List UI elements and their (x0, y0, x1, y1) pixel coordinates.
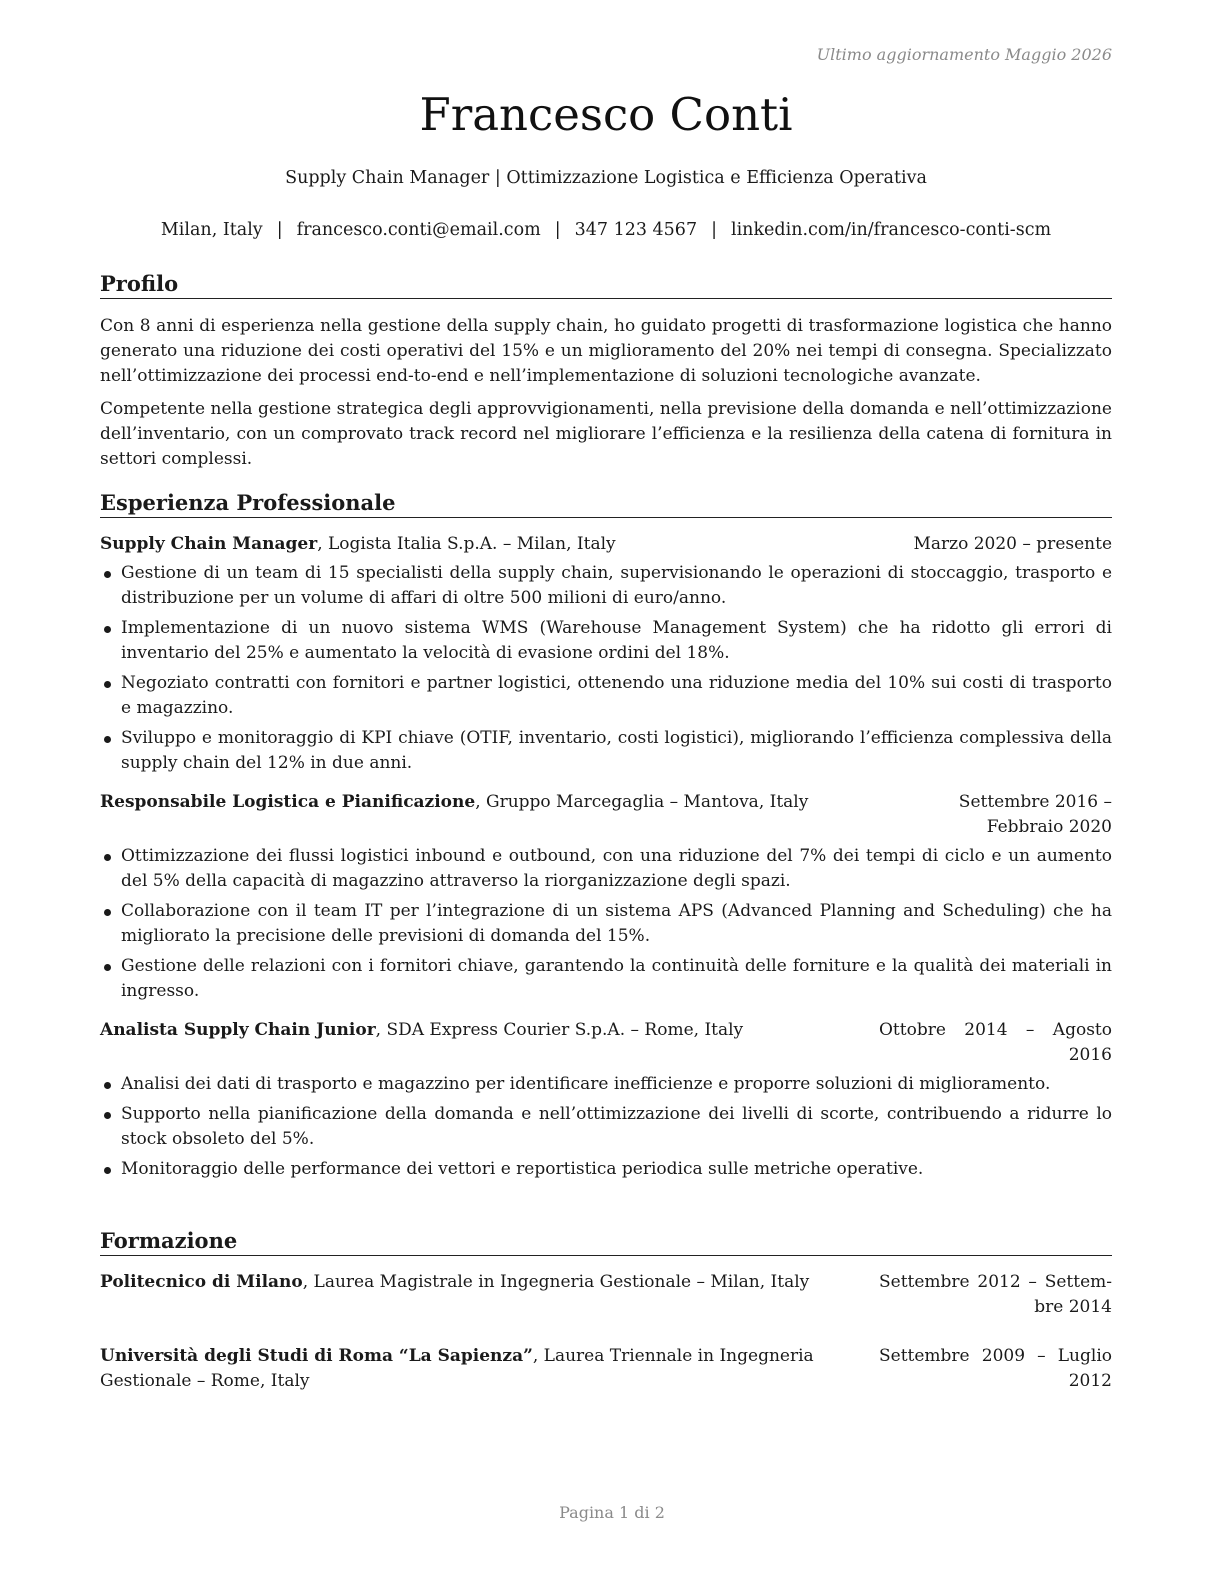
job-bullet: Monitoraggio delle performance dei vettori e reportistica periodica sulle metriche operative. (100, 1157, 1112, 1182)
job-role: Analista Supply Chain Junior (100, 1020, 376, 1040)
profile-paragraph: Con 8 anni di esperienza nella gestione della supply chain, ho guidato progetti di trasformazione logistica che hanno generato una riduzione dei costi operativi del 15% e un miglioramento del 20% nei tempi di consegna. Specializzato nell’ottimizzazione dei processi end-to-end e nell’implementazione di soluzioni tecnologiche avanzate. (100, 316, 1112, 386)
profile-section (100, 270, 1112, 472)
job-bullet: Gestione delle relazioni con i fornitori chiave, garantendo la continuità delle forniture e la qualità dei materiali in ingresso. (100, 954, 1112, 1004)
contact-separator: | (276, 220, 283, 240)
job-header (100, 790, 1112, 840)
education-school: Politecnico di Milano (100, 1272, 303, 1292)
section-title-education: Formazione (100, 1227, 1112, 1256)
job-bullets (100, 1072, 1112, 1182)
education-header (100, 1344, 1112, 1394)
section-title-profile: Profilo (100, 270, 1112, 299)
job-role: Supply Chain Manager (100, 534, 318, 554)
last-updated-note: Ultimo aggiornamento Maggio 2026 (816, 45, 1112, 64)
education-school: Università degli Studi di Roma “La Sapienza” (100, 1346, 533, 1366)
job-dates: Ottobre 2014 – Agosto 2016 (879, 1020, 1112, 1065)
contact-separator: | (711, 220, 717, 240)
education-dates: Settembre 2012 – Settem-bre 2014 (879, 1272, 1112, 1317)
contact-email[interactable]: francesco.conti@email.com (296, 220, 541, 240)
job-company: , SDA Express Courier S.p.A. – Rome, Italy (375, 1020, 744, 1040)
job-dates: Settembre 2016 – Febbraio 2020 (958, 792, 1112, 837)
contact-location: Milan, Italy (160, 220, 263, 240)
tagline: Supply Chain Manager | Ottimizzazione Logistica e Efficienza Operativa (285, 168, 927, 188)
job-company: , Gruppo Marcegaglia – Mantova, Italy (475, 792, 809, 812)
job-bullet: Ottimizzazione dei flussi logistici inbound e outbound, con una riduzione del 7% dei tempi di ciclo e un aumento del 5% della capacità di magazzino attraverso la riorganizzazione degli spazi. (100, 844, 1112, 894)
candidate-name: Francesco Conti (419, 88, 793, 141)
job-entry (100, 790, 1112, 1004)
job-header (100, 1018, 1112, 1068)
job-bullets (100, 561, 1112, 776)
job-entry (100, 532, 1112, 776)
education-entry (100, 1270, 1112, 1320)
job-bullet: Gestione di un team di 15 specialisti della supply chain, supervisionando le operazioni di stoccaggio, trasporto e distribuzione per un volume di affari di oltre 500 milioni di euro/anno. (100, 561, 1112, 611)
job-bullet: Sviluppo e monitoraggio di KPI chiave (OTIF, inventario, costi logistici), migliorando l’efficienza complessiva della supply chain del 12% in due anni. (100, 726, 1112, 776)
job-dates: Marzo 2020 – presente (913, 534, 1112, 554)
job-bullet: Implementazione di un nuovo sistema WMS (Warehouse Management System) che ha ridotto gli errori di inventario del 25% e aumentato la velocità di evasione ordini del 18%. (100, 616, 1112, 666)
education-dates: Settembre 2009 – Luglio 2012 (879, 1346, 1112, 1391)
section-title-experience: Esperienza Professionale (100, 489, 1112, 518)
page-number: Pagina 1 di 2 (559, 1503, 665, 1522)
contact-linkedin[interactable]: linkedin.com/in/francesco-conti-scm (730, 220, 1052, 240)
contact-line (100, 220, 1112, 240)
education-section (100, 1227, 1112, 1394)
job-role: Responsabile Logistica e Pianificazione (100, 792, 476, 812)
resume-page (100, 0, 1112, 1584)
job-header (100, 532, 1112, 557)
education-degree: , Laurea Magistrale in Ingegneria Gestionale – Milan, Italy (302, 1272, 810, 1292)
job-company: , Logista Italia S.p.A. – Milan, Italy (317, 534, 616, 554)
job-bullet: Supporto nella pianificazione della domanda e nell’ottimizzazione dei livelli di scorte, contribuendo a ridurre lo stock obsoleto del 5%. (100, 1102, 1112, 1152)
education-entry (100, 1344, 1112, 1394)
experience-section (100, 489, 1112, 1187)
contact-phone: 347 123 4567 (574, 220, 698, 240)
job-entry (100, 1018, 1112, 1182)
education-degree: , Laurea Triennale in Ingegneria Gestionale – Rome, Italy (100, 1346, 814, 1391)
education-header (100, 1270, 1112, 1320)
job-bullet: Collaborazione con il team IT per l’integrazione di un sistema APS (Advanced Planning and Scheduling) che ha migliorato la precisione delle previsioni di domanda del 15%. (100, 899, 1112, 949)
profile-paragraph: Competente nella gestione strategica degli approvvigionamenti, nella previsione della domanda e nell’ottimizzazione dell’inventario, con un comprovato track record nel migliorare l’efficienza e la resilienza della catena di fornitura in settori complessi. (100, 399, 1112, 469)
job-bullet: Analisi dei dati di trasporto e magazzino per identificare inefficienze e proporre soluzioni di miglioramento. (100, 1072, 1112, 1097)
job-bullet: Negoziato contratti con fornitori e partner logistici, ottenendo una riduzione media del 10% sui costi di trasporto e magazzino. (100, 671, 1112, 721)
contact-separator: | (554, 220, 561, 240)
job-bullets (100, 844, 1112, 1004)
